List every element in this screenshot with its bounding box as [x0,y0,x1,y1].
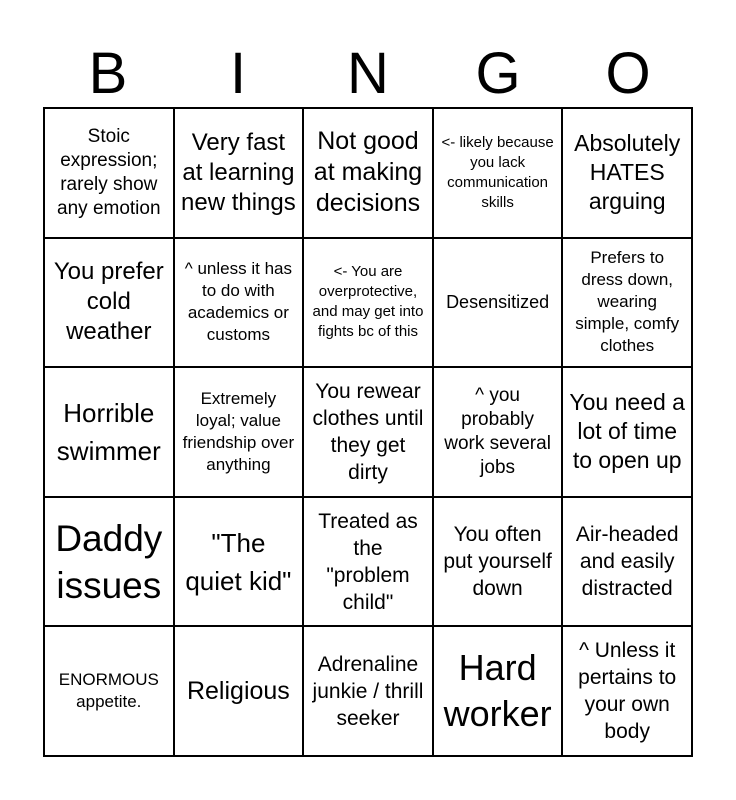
cell-text: Desensitized [446,291,550,312]
bingo-cell[interactable] [433,108,563,238]
cell-text: Prefers to dress down, wearing simple, comfy clothes [575,248,680,356]
bingo-cell[interactable] [562,497,692,627]
header-letter-b: B [88,41,128,106]
cell-text: "The quiet kid" [185,527,292,596]
bingo-cell[interactable] [562,367,692,497]
bingo-cell[interactable] [562,626,692,756]
bingo-cell[interactable] [174,626,304,756]
cell-text: Very fast at learning new things [181,128,296,216]
cell-text: Not good at making decisions [313,127,423,218]
cell-text: You prefer cold weather [53,258,164,346]
cell-text: You rewear clothes until they get dirty [312,379,424,484]
bingo-cell[interactable] [433,367,563,497]
bingo-cell[interactable] [44,108,174,238]
bingo-cell[interactable] [174,108,304,238]
bingo-cell[interactable] [174,497,304,627]
bingo-cell[interactable] [562,108,692,238]
cell-text: Treated as the "problem child" [318,509,418,614]
header-letter-o: O [605,41,651,106]
cell-text: <- You are overprotective, and may get into fights bc of this [312,263,424,341]
cell-text: Absolutely HATES arguing [574,130,681,215]
bingo-cell[interactable] [303,497,433,627]
cell-text: ^ unless it has to do with academics or customs [184,259,292,345]
cell-text: Extremely loyal; value friendship over anything [182,388,295,474]
cell-text: ^ you probably work several jobs [444,384,551,478]
header-letter-g: G [475,41,521,106]
bingo-cell[interactable] [44,367,174,497]
cell-text: You need a lot of time to open up [569,389,685,474]
bingo-cell[interactable] [433,238,563,368]
bingo-cell[interactable] [303,108,433,238]
cell-text: ^ Unless it pertains to your own body [578,639,677,744]
cell-text: Religious [186,676,290,705]
cell-text: Daddy issues [55,517,163,606]
cell-text: Horrible swimmer [56,397,161,466]
header-letter-i: I [229,41,247,106]
bingo-cell[interactable] [303,626,433,756]
cell-text: ENORMOUS appetite. [58,670,159,712]
bingo-board [43,107,693,757]
cell-text: Stoic expression; rarely show any emotion [57,125,161,219]
cell-text: Air-headed and easily distracted [575,523,679,601]
cell-text: Adrenaline junkie / thrill seeker [312,652,424,730]
header-letter-n: N [347,41,389,106]
bingo-cell[interactable] [44,626,174,756]
bingo-cell[interactable] [44,238,174,368]
cell-text: <- likely because you lack communication skills [441,133,554,211]
bingo-cell[interactable] [174,238,304,368]
bingo-cell[interactable] [433,497,563,627]
bingo-cell[interactable] [174,367,304,497]
bingo-header [43,40,693,108]
bingo-cell[interactable] [433,626,563,756]
bingo-cell[interactable] [562,238,692,368]
bingo-cell[interactable] [303,238,433,368]
bingo-cell[interactable] [303,367,433,497]
bingo-cell[interactable] [44,497,174,627]
cell-text: Hard worker [443,647,552,735]
cell-text: You often put yourself down [443,523,552,601]
